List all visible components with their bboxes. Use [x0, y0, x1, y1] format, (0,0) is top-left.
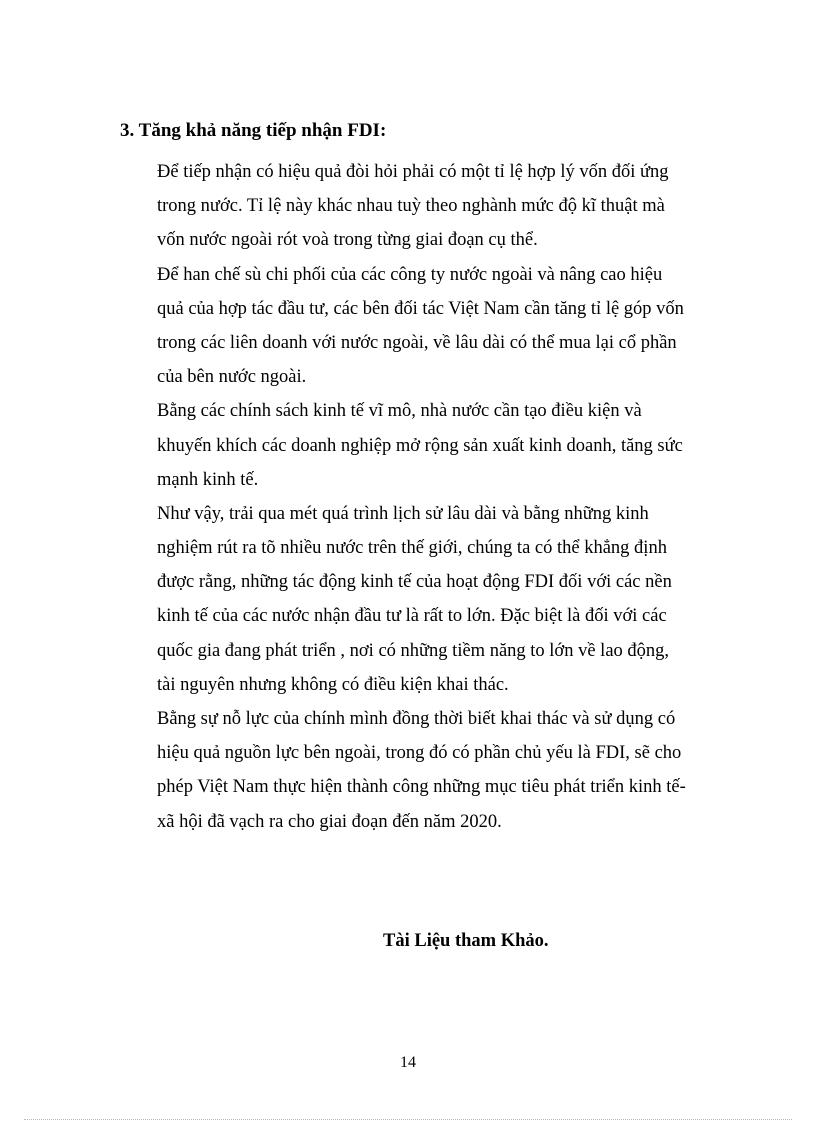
page-number: 14 [400, 1054, 416, 1071]
text-line: trong các liên doanh với nước ngoài, về lâu dài có thể mua lại cổ phần [157, 332, 677, 353]
text-line: Bằng các chính sách kinh tế vĩ mô, nhà nước cần tạo điều kiện và [157, 401, 642, 422]
text-line: xã hội đã vạch ra cho giai đoạn đến năm 2020. [157, 811, 502, 832]
text-line: kinh tế của các nước nhận đầu tư là rất to lớn. Đặc biệt là đối với các [157, 606, 667, 627]
text-line: được rằng, những tác động kinh tế của hoạt động FDI đối với các nền [157, 572, 672, 593]
body-text [157, 155, 702, 839]
text-line: khuyến khích các doanh nghiệp mở rộng sản xuất kinh doanh, tăng sức [157, 435, 683, 456]
text-line: của bên nước ngoài. [157, 367, 307, 388]
references-title: Tài Liệu tham Khảo. [383, 931, 549, 951]
text-line: vốn nước ngoài rót voà trong từng giai đoạn cụ thể. [157, 230, 538, 251]
text-line: quả của hợp tác đầu tư, các bên đối tác Việt Nam cần tăng tỉ lệ góp vốn [157, 298, 684, 319]
text-line: Để han chế sù chi phối của các công ty nước ngoài và nâng cao hiệu [157, 264, 663, 285]
section-heading: 3. Tăng khả năng tiếp nhận FDI: [120, 120, 387, 141]
text-line: phép Việt Nam thực hiện thành công những mục tiêu phát triển kinh tế- [157, 777, 686, 798]
text-line: nghiệm rút ra tõ nhiều nước trên thế giới, chúng ta có thể khẳng định [157, 538, 667, 559]
text-line: Để tiếp nhận có hiệu quả đòi hỏi phải có một tỉ lệ hợp lý vốn đối ứng [157, 162, 669, 182]
text-line: tài nguyên nhưng không có điều kiện khai thác. [157, 674, 509, 695]
text-line: Như vậy, trải qua mét quá trình lịch sử lâu dài và bằng những kinh [157, 503, 649, 524]
text-line: quốc gia đang phát triển , nơi có những tiềm năng to lớn về lao động, [157, 640, 670, 661]
text-line: trong nước. Tỉ lệ này khác nhau tuỳ theo nghành mức độ kĩ thuật mà [157, 196, 665, 217]
text-line: Bằng sự nỗ lực của chính mình đồng thời biết khai thác và sử dụng có [157, 709, 676, 729]
text-line: mạnh kinh tế. [157, 469, 259, 490]
page-bottom-divider [24, 1119, 792, 1120]
text-line: hiệu quả nguồn lực bên ngoài, trong đó có phần chủ yếu là FDI, sẽ cho [157, 743, 682, 764]
